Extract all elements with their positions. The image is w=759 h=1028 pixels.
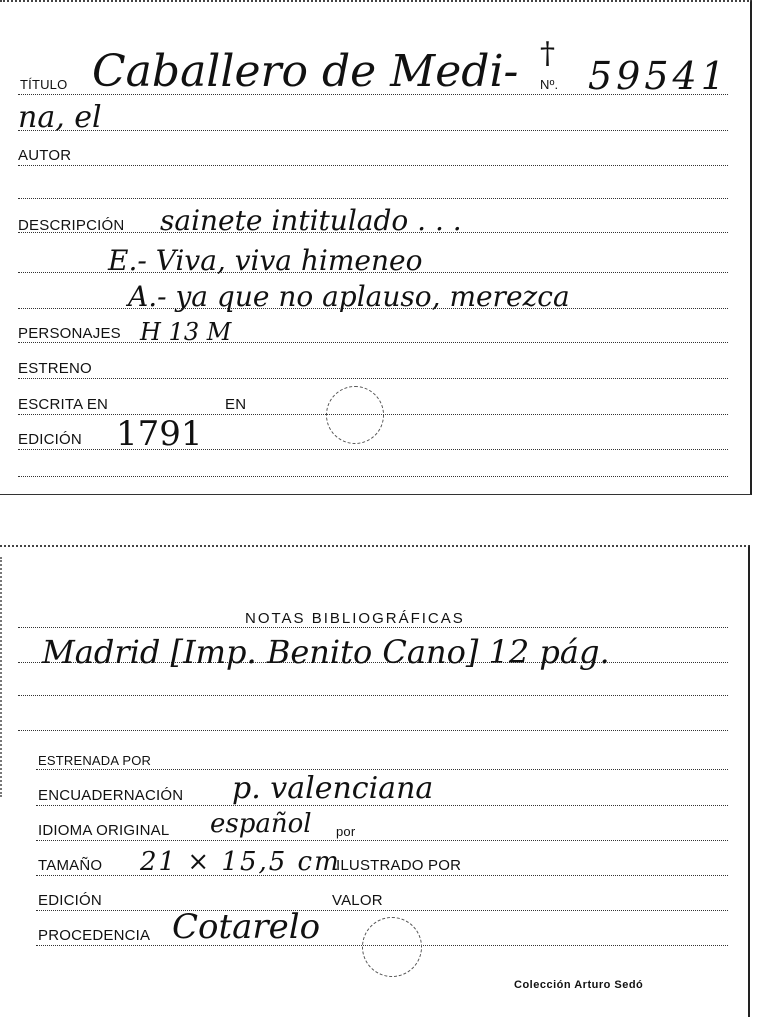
catalog-card-front [0,0,752,495]
idioma-por-label: por [336,824,356,839]
autor-label: AUTOR [18,147,72,164]
rule-edicion-back [36,910,728,911]
ilustrado-label: ILUSTRADO POR [336,857,462,874]
personajes-value: H 13 M [140,318,232,346]
rule-blank-1 [18,198,728,199]
rule-notas [18,627,728,628]
rule-blank-2 [18,695,728,696]
rule-titulo-cont [18,130,728,131]
descripcion-line2: E.- Viva, viva himeneo [108,244,423,277]
punch-hole-ring-back [362,917,422,977]
tamano-label: TAMAÑO [38,857,103,874]
titulo-label: TÍTULO [20,77,68,92]
dagger-mark: † [540,36,555,71]
escrita-en-label: ESCRITA EN [18,396,109,413]
titulo-value: Caballero de Medi- [92,46,519,97]
rule-autor [18,165,728,166]
personajes-label: PERSONAJES [18,325,121,342]
numero-label: Nº. [540,77,559,92]
rule-personajes [18,342,728,343]
rule-idioma [36,840,728,841]
estrenada-label: ESTRENADA POR [38,753,152,768]
edicion-value: 1791 [116,414,203,454]
rule-estrenada [36,769,728,770]
procedencia-label: PROCEDENCIA [38,927,151,944]
idioma-label: IDIOMA ORIGINAL [38,822,170,839]
edicion-label: EDICIÓN [18,431,82,448]
catalog-card-back [0,545,750,1017]
descripcion-line3: A.- ya que no aplauso, merezca [128,280,570,313]
edicion-back-label: EDICIÓN [38,892,102,909]
rule-bottom [18,476,728,477]
notas-label: NOTAS BIBLIOGRÁFICAS [245,610,465,627]
notas-line1: Madrid [Imp. Benito Cano] 12 pág. [42,633,610,671]
en-label: EN [225,396,247,413]
left-edge-wear [0,557,16,797]
descripcion-label: DESCRIPCIÓN [18,217,125,234]
punch-hole-ring [326,386,384,444]
encuadernacion-label: ENCUADERNACIÓN [38,787,184,804]
valor-label: VALOR [332,892,383,909]
numero-value: 59541 [588,54,729,98]
titulo-value-cont: na, el [18,100,102,135]
tamano-value: 21 × 15,5 cm [140,847,341,877]
rule-blank-3 [18,730,728,731]
estreno-label: ESTRENO [18,360,92,377]
descripcion-line1: sainete intitulado . . . [160,204,462,237]
coleccion-credit: Colección Arturo Sedó [514,979,644,991]
procedencia-value: Cotarelo [172,907,321,947]
idioma-value: español [210,809,312,839]
rule-estreno [18,378,728,379]
encuadernacion-value: p. valenciana [232,771,434,806]
